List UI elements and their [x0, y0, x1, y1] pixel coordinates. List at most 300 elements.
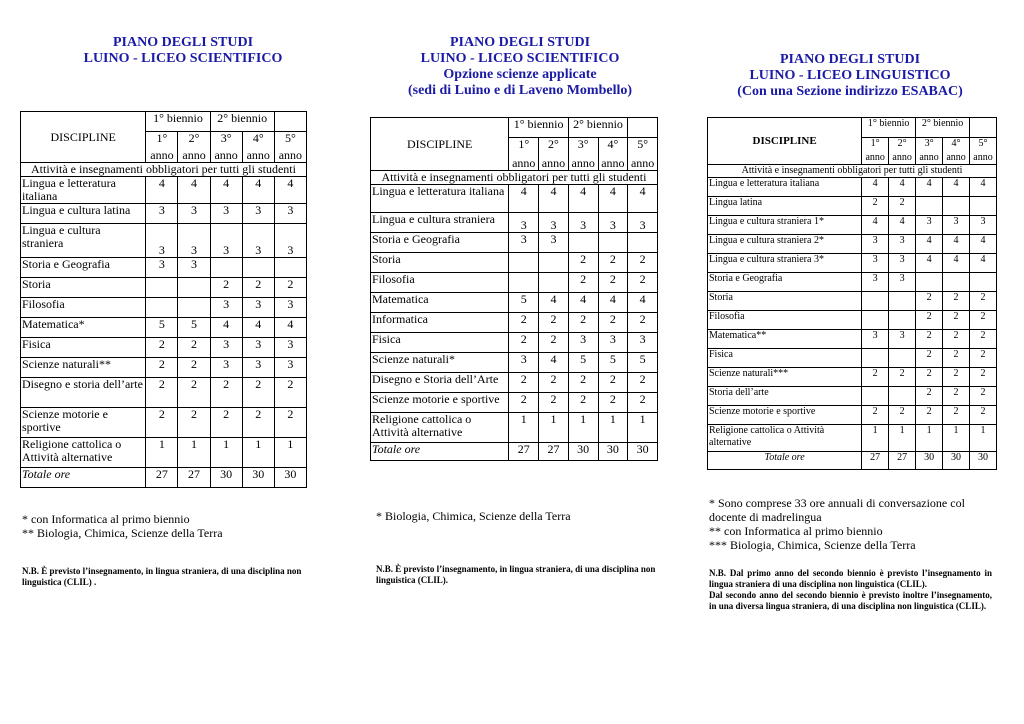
blank-header: [274, 112, 306, 132]
biennio2-header: 2° biennio: [210, 112, 274, 132]
hours-cell: 3: [274, 358, 306, 378]
discipline-header: DISCIPLINE: [371, 118, 509, 171]
hours-cell: 3: [943, 216, 970, 235]
hours-cell: [862, 292, 889, 311]
subject-name: Storia: [708, 292, 862, 311]
hours-cell: 2: [943, 406, 970, 425]
hours-cell: 2: [146, 338, 178, 358]
right-notes: [709, 496, 989, 552]
subject-name: Religione cattolica o Attività alternative: [21, 438, 146, 468]
hours-cell: 3: [539, 233, 569, 253]
hours-cell: 2: [628, 393, 658, 413]
subject-name: Filosofia: [21, 298, 146, 318]
year-number: 3°: [577, 137, 589, 151]
year-label: anno: [973, 152, 993, 163]
total-cell: 30: [598, 443, 628, 461]
hours-cell: 4: [568, 185, 598, 213]
left-title: [20, 35, 346, 67]
hours-cell: 5: [146, 318, 178, 338]
note-line: *** Biologia, Chimica, Scienze della Terra: [709, 538, 916, 552]
table-row: [708, 292, 997, 311]
hours-cell: 4: [242, 318, 274, 338]
hours-cell: 3: [598, 333, 628, 353]
table-row: [371, 213, 658, 233]
hours-cell: 2: [539, 333, 569, 353]
hours-cell: 2: [862, 368, 889, 387]
hours-cell: 2: [242, 378, 274, 408]
hours-cell: 3: [146, 224, 178, 258]
year-header: [598, 138, 628, 171]
year-number: 5°: [978, 138, 988, 149]
hours-cell: 2: [916, 387, 943, 406]
year-label: anno: [246, 148, 270, 162]
hours-cell: 3: [274, 204, 306, 224]
hours-cell: 2: [242, 408, 274, 438]
year-label: anno: [946, 152, 966, 163]
hours-cell: 4: [146, 177, 178, 204]
hours-cell: 2: [970, 330, 997, 349]
hours-cell: 4: [242, 177, 274, 204]
hours-cell: 1: [568, 413, 598, 443]
note-line: * con Informatica al primo biennio: [22, 512, 190, 526]
biennio1-header: 1° biennio: [862, 118, 916, 138]
hours-cell: 2: [509, 333, 539, 353]
hours-cell: 2: [916, 349, 943, 368]
year-header: [862, 138, 889, 165]
hours-cell: 2: [568, 393, 598, 413]
left-nb: N.B. È previsto l’insegnamento, in lingua straniera, di una disciplina non linguistica (CLIL) .: [22, 566, 302, 587]
hours-cell: 2: [568, 373, 598, 393]
biennio2-header: 2° biennio: [916, 118, 970, 138]
hours-cell: 2: [628, 273, 658, 293]
hours-cell: 4: [274, 177, 306, 204]
hours-cell: [568, 233, 598, 253]
year-header: [242, 132, 274, 163]
hours-cell: 1: [539, 413, 569, 443]
hours-cell: 4: [628, 185, 658, 213]
hours-cell: 2: [146, 408, 178, 438]
title-line: PIANO DEGLI STUDI: [779, 52, 921, 67]
year-header: [178, 132, 210, 163]
hours-cell: [889, 387, 916, 406]
hours-cell: [628, 233, 658, 253]
hours-cell: 3: [274, 338, 306, 358]
subject-name: Fisica: [371, 333, 509, 353]
hours-cell: 2: [970, 406, 997, 425]
hours-cell: [943, 273, 970, 292]
year-number: 1°: [518, 137, 530, 151]
hours-cell: 2: [628, 373, 658, 393]
table-row: [21, 298, 307, 318]
year-number: 2°: [897, 138, 907, 149]
hours-cell: 4: [628, 293, 658, 313]
total-cell: 30: [210, 468, 242, 488]
subject-name: Disegno e storia dell’arte: [21, 378, 146, 408]
total-cell: 30: [628, 443, 658, 461]
table-row: [371, 185, 658, 213]
subject-name: Scienze motorie e sportive: [371, 393, 509, 413]
hours-cell: [539, 253, 569, 273]
hours-cell: 4: [889, 216, 916, 235]
hours-cell: 4: [598, 293, 628, 313]
hours-cell: [242, 258, 274, 278]
hours-cell: 2: [210, 378, 242, 408]
hours-cell: 3: [862, 273, 889, 292]
total-cell: 30: [970, 452, 997, 470]
middle-table: [370, 117, 658, 461]
note-line: * Biologia, Chimica, Scienze della Terra: [376, 509, 571, 523]
subject-name: Storia e Geografia: [21, 258, 146, 278]
subject-name: Lingua e cultura latina: [21, 204, 146, 224]
hours-cell: [146, 278, 178, 298]
hours-cell: 2: [943, 368, 970, 387]
total-row: [371, 443, 658, 461]
hours-cell: 3: [178, 204, 210, 224]
hours-cell: 5: [568, 353, 598, 373]
subject-name: Lingua e cultura straniera: [371, 213, 509, 233]
hours-cell: 3: [210, 204, 242, 224]
hours-cell: 2: [274, 408, 306, 438]
table-row: [708, 178, 997, 197]
hours-cell: 2: [598, 313, 628, 333]
hours-cell: 1: [210, 438, 242, 468]
hours-cell: 4: [274, 318, 306, 338]
hours-cell: 2: [598, 253, 628, 273]
title-line: PIANO DEGLI STUDI: [112, 35, 254, 50]
total-cell: 27: [862, 452, 889, 470]
nb-line: N.B. Dal primo anno del secondo biennio è previsto l’insegnamento in lingua straniera di una disciplina non linguistica (CLIL).: [709, 568, 992, 589]
hours-cell: 3: [970, 216, 997, 235]
table-row: [708, 254, 997, 273]
total-cell: 27: [889, 452, 916, 470]
hours-cell: 1: [970, 425, 997, 452]
year-header: [943, 138, 970, 165]
hours-cell: 2: [970, 368, 997, 387]
hours-cell: 2: [916, 368, 943, 387]
table-row: [708, 311, 997, 330]
table-row: [21, 338, 307, 358]
table-row: [708, 406, 997, 425]
blank-header: [628, 118, 658, 138]
table-row: [371, 253, 658, 273]
year-label: anno: [630, 156, 655, 170]
title-line: (sedi di Luino e di Laveno Mombello): [407, 83, 633, 98]
subject-name: Storia e Geografia: [371, 233, 509, 253]
biennio1-header: 1° biennio: [509, 118, 568, 138]
blank-header: [970, 118, 997, 138]
hours-cell: [509, 253, 539, 273]
table-row: [21, 224, 307, 258]
hours-cell: 1: [242, 438, 274, 468]
year-label: anno: [892, 152, 912, 163]
hours-cell: 2: [539, 373, 569, 393]
subject-name: Scienze motorie e sportive: [708, 406, 862, 425]
table-row: [371, 373, 658, 393]
hours-cell: [178, 298, 210, 318]
hours-cell: 3: [210, 298, 242, 318]
hours-cell: 1: [509, 413, 539, 443]
note-line: * Sono comprese 33 ore annuali di conversazione col docente di madrelingua: [709, 496, 965, 524]
subject-name: Storia dell’arte: [708, 387, 862, 406]
biennio1-header: 1° biennio: [146, 112, 210, 132]
hours-cell: 4: [916, 235, 943, 254]
total-cell: 30: [568, 443, 598, 461]
year-header: [568, 138, 598, 171]
subject-name: Religione cattolica o Attività alternative: [371, 413, 509, 443]
subject-name: Scienze naturali***: [708, 368, 862, 387]
table-row: [371, 233, 658, 253]
year-label: anno: [182, 148, 206, 162]
hours-cell: 1: [943, 425, 970, 452]
year-label: anno: [150, 148, 174, 162]
hours-cell: 3: [509, 213, 539, 233]
hours-cell: 3: [539, 213, 569, 233]
subject-name: Storia e Geografia: [708, 273, 862, 292]
hours-cell: 2: [862, 197, 889, 216]
hours-cell: [146, 298, 178, 318]
hours-cell: [210, 258, 242, 278]
table-row: [708, 235, 997, 254]
hours-cell: 3: [242, 224, 274, 258]
hours-cell: 2: [210, 408, 242, 438]
table-row: [21, 258, 307, 278]
hours-cell: 3: [862, 254, 889, 273]
common-header: Attività e insegnamenti obbligatori per tutti gli studenti: [708, 165, 997, 178]
hours-cell: 4: [943, 178, 970, 197]
hours-cell: 2: [916, 311, 943, 330]
common-header: Attività e insegnamenti obbligatori per tutti gli studenti: [21, 163, 307, 177]
hours-cell: 1: [628, 413, 658, 443]
year-label: anno: [541, 156, 566, 170]
subject-name: Fisica: [21, 338, 146, 358]
year-header: [509, 138, 539, 171]
year-number: 2°: [548, 137, 559, 151]
hours-cell: 5: [509, 293, 539, 313]
hours-cell: 3: [889, 254, 916, 273]
subject-name: Fisica: [708, 349, 862, 368]
subject-name: Lingua e letteratura italiana: [371, 185, 509, 213]
year-number: 4°: [252, 131, 264, 145]
year-number: 5°: [285, 131, 296, 145]
hours-cell: 4: [210, 177, 242, 204]
hours-cell: 2: [862, 406, 889, 425]
discipline-header: DISCIPLINE: [21, 112, 146, 163]
table-row: [371, 393, 658, 413]
hours-cell: 2: [178, 338, 210, 358]
hours-cell: [539, 273, 569, 293]
hours-cell: 1: [862, 425, 889, 452]
hours-cell: 2: [943, 311, 970, 330]
subject-name: Lingua e letteratura italiana: [21, 177, 146, 204]
hours-cell: 2: [916, 330, 943, 349]
subject-name: Filosofia: [708, 311, 862, 330]
hours-cell: 3: [598, 213, 628, 233]
total-row: [21, 468, 307, 488]
hours-cell: 3: [242, 338, 274, 358]
hours-cell: [509, 273, 539, 293]
hours-cell: 1: [146, 438, 178, 468]
hours-cell: 2: [210, 278, 242, 298]
hours-cell: 3: [242, 358, 274, 378]
hours-cell: 2: [242, 278, 274, 298]
year-header: [628, 138, 658, 171]
subject-name: Scienze naturali*: [371, 353, 509, 373]
hours-cell: 2: [916, 292, 943, 311]
hours-cell: 2: [889, 406, 916, 425]
hours-cell: 4: [862, 178, 889, 197]
hours-cell: [916, 273, 943, 292]
total-cell: 30: [274, 468, 306, 488]
year-number: 3°: [924, 138, 934, 149]
table-row: [21, 438, 307, 468]
hours-cell: 2: [568, 253, 598, 273]
year-label: anno: [512, 156, 536, 170]
total-cell: 30: [943, 452, 970, 470]
hours-cell: 3: [628, 213, 658, 233]
hours-cell: 2: [598, 393, 628, 413]
table-row: [371, 293, 658, 313]
hours-cell: 1: [598, 413, 628, 443]
hours-cell: 5: [628, 353, 658, 373]
subject-name: Matematica**: [708, 330, 862, 349]
total-cell: 27: [539, 443, 569, 461]
hours-cell: 3: [509, 233, 539, 253]
hours-cell: 4: [568, 293, 598, 313]
total-cell: 27: [178, 468, 210, 488]
total-cell: 30: [916, 452, 943, 470]
hours-cell: 2: [598, 273, 628, 293]
year-header: [274, 132, 306, 163]
hours-cell: 2: [274, 378, 306, 408]
title-line: Opzione scienze applicate: [443, 67, 597, 82]
subject-name: Matematica: [371, 293, 509, 313]
year-number: 5°: [637, 137, 649, 151]
year-label: anno: [571, 156, 595, 170]
title-line: (Con una Sezione indirizzo ESABAC): [737, 84, 963, 99]
year-header: [539, 138, 569, 171]
table-row: [371, 353, 658, 373]
hours-cell: 2: [970, 349, 997, 368]
subject-name: Filosofia: [371, 273, 509, 293]
table-row: [21, 358, 307, 378]
hours-cell: 2: [539, 393, 569, 413]
subject-name: Lingua e cultura straniera 2*: [708, 235, 862, 254]
hours-cell: 2: [943, 387, 970, 406]
table-row: [21, 177, 307, 204]
year-header: [889, 138, 916, 165]
total-label: Totale ore: [708, 452, 862, 470]
hours-cell: 4: [178, 177, 210, 204]
subject-name: Informatica: [371, 313, 509, 333]
hours-cell: [598, 233, 628, 253]
hours-cell: 4: [943, 235, 970, 254]
year-number: 2°: [188, 131, 200, 145]
hours-cell: 2: [943, 349, 970, 368]
hours-cell: [970, 197, 997, 216]
common-header: Attività e insegnamenti obbligatori per tutti gli studenti: [371, 171, 658, 185]
hours-cell: 1: [178, 438, 210, 468]
hours-cell: 2: [970, 387, 997, 406]
biennio2-header: 2° biennio: [568, 118, 627, 138]
hours-cell: 4: [539, 293, 569, 313]
discipline-header: DISCIPLINE: [708, 118, 862, 165]
table-row: [21, 318, 307, 338]
hours-cell: 2: [568, 313, 598, 333]
year-label: anno: [919, 152, 939, 163]
hours-cell: 2: [970, 292, 997, 311]
hours-cell: 2: [970, 311, 997, 330]
table-row: [708, 425, 997, 452]
subject-name: Matematica*: [21, 318, 146, 338]
subject-name: Storia: [21, 278, 146, 298]
hours-cell: 2: [509, 373, 539, 393]
hours-cell: [889, 349, 916, 368]
hours-cell: [862, 387, 889, 406]
table-row: [371, 313, 658, 333]
hours-cell: 3: [862, 330, 889, 349]
total-cell: 30: [242, 468, 274, 488]
subject-name: Scienze naturali**: [21, 358, 146, 378]
title-line: LUINO - LICEO LINGUISTICO: [749, 68, 951, 83]
middle-title: [370, 35, 670, 99]
hours-cell: [178, 278, 210, 298]
hours-cell: 5: [178, 318, 210, 338]
hours-cell: 4: [598, 185, 628, 213]
hours-cell: 4: [970, 254, 997, 273]
hours-cell: 4: [210, 318, 242, 338]
right-nb: [709, 568, 992, 612]
year-number: 3°: [220, 131, 232, 145]
hours-cell: 3: [509, 353, 539, 373]
left-table: [20, 111, 307, 488]
hours-cell: 2: [146, 378, 178, 408]
hours-cell: 3: [568, 333, 598, 353]
hours-cell: [970, 273, 997, 292]
hours-cell: [889, 311, 916, 330]
hours-cell: 4: [970, 178, 997, 197]
table-row: [708, 349, 997, 368]
hours-cell: 3: [242, 204, 274, 224]
hours-cell: 3: [916, 216, 943, 235]
hours-cell: 1: [274, 438, 306, 468]
table-row: [708, 330, 997, 349]
total-row: [708, 452, 997, 470]
total-label: Totale ore: [371, 443, 509, 461]
table-row: [371, 413, 658, 443]
hours-cell: 3: [274, 298, 306, 318]
hours-cell: 2: [943, 330, 970, 349]
hours-cell: 2: [889, 197, 916, 216]
hours-cell: [862, 311, 889, 330]
year-header: [210, 132, 242, 163]
hours-cell: 3: [210, 224, 242, 258]
table-row: [708, 197, 997, 216]
hours-cell: [943, 197, 970, 216]
hours-cell: 2: [509, 313, 539, 333]
hours-cell: 2: [568, 273, 598, 293]
table-row: [708, 273, 997, 292]
hours-cell: 2: [178, 378, 210, 408]
year-header: [146, 132, 178, 163]
table-row: [371, 333, 658, 353]
table-row: [21, 408, 307, 438]
subject-name: Religione cattolica o Attività alternative: [708, 425, 862, 452]
hours-cell: 2: [178, 408, 210, 438]
table-row: [708, 368, 997, 387]
hours-cell: 2: [889, 368, 916, 387]
hours-cell: 3: [862, 235, 889, 254]
hours-cell: [862, 349, 889, 368]
